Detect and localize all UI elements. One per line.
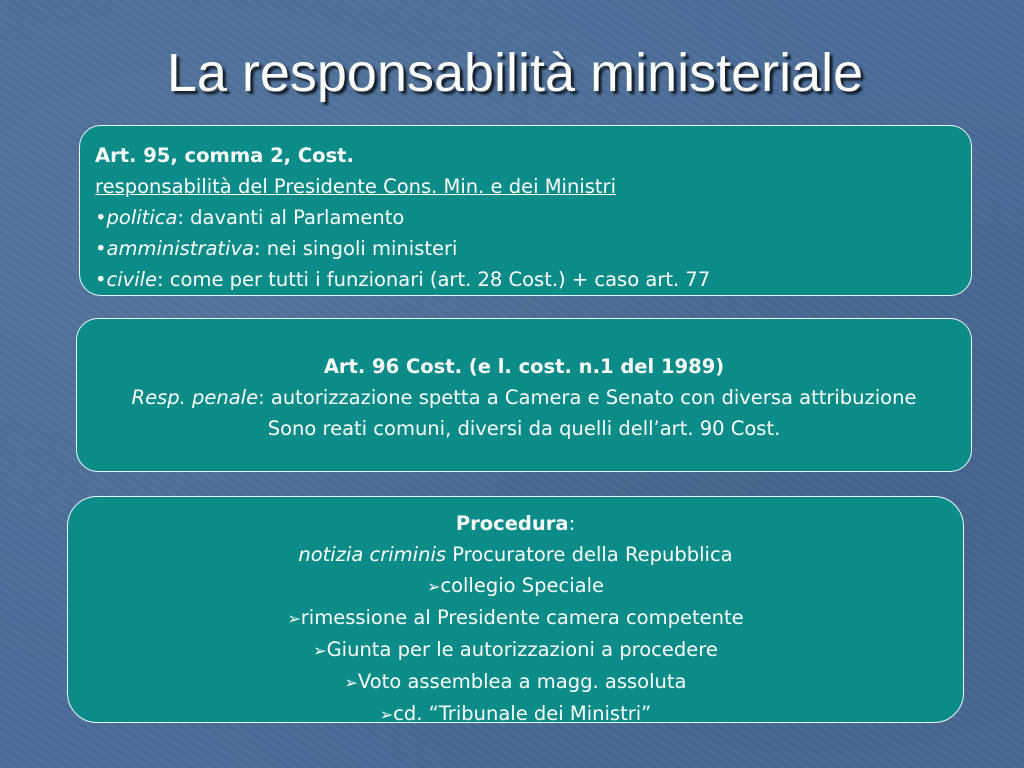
procedure-step: [68, 634, 963, 666]
procedura-heading: [68, 508, 963, 539]
bullet-text: : nei singoli ministeri: [253, 237, 458, 260]
arrow-bullet-icon: ➢: [379, 705, 394, 724]
procedure-step: [68, 666, 963, 698]
notizia-criminis-term: notizia criminis: [298, 543, 447, 566]
bullet-text: : come per tutti i funzionari (art. 28 Cost.) + caso art. 77: [157, 268, 711, 291]
art96-heading: Art. 96 Cost. (e l. cost. n.1 del 1989): [323, 355, 725, 378]
bullet-term: politica: [106, 206, 178, 229]
art95-subheading: responsabilità del Presidente Cons. Min. e dei Ministri: [95, 175, 616, 198]
resp-penale-term: Resp. penale: [131, 386, 259, 409]
art96-box: [76, 318, 972, 472]
arrow-bullet-icon: ➢: [313, 641, 327, 660]
arrow-bullet-icon: ➢: [426, 577, 441, 596]
notizia-criminis-line: [68, 539, 963, 570]
bullet-icon: •: [95, 206, 107, 229]
bullet-item-amministrativa: [95, 233, 955, 264]
bullet-item-politica: [95, 202, 955, 233]
resp-penale-text: : autorizzazione spetta a Camera e Senato con diversa attribuzione: [258, 386, 917, 409]
arrow-bullet-icon: ➢: [344, 673, 358, 692]
step-text: Giunta per le autorizzazioni a procedere: [326, 638, 718, 661]
step-text: rimessione al Presidente camera competente: [300, 606, 744, 629]
procedure-step: [68, 570, 963, 602]
procedura-title: Procedura: [455, 512, 569, 535]
notizia-criminis-text: Procuratore della Repubblica: [446, 543, 733, 566]
procedura-box: [67, 496, 964, 723]
arrow-bullet-icon: ➢: [287, 609, 301, 628]
slide-title: La responsabilità ministeriale: [166, 43, 864, 103]
art95-heading: Art. 95, comma 2, Cost.: [95, 144, 354, 167]
procedure-step: [68, 698, 963, 730]
resp-penale-line: [77, 382, 971, 413]
bullet-item-civile: [95, 264, 955, 295]
procedure-step: [68, 602, 963, 634]
reati-comuni-line: Sono reati comuni, diversi da quelli dell’art. 90 Cost.: [267, 417, 781, 440]
step-text: cd. “Tribunale dei Ministri”: [393, 702, 652, 725]
art95-box: [79, 125, 972, 296]
bullet-text: : davanti al Parlamento: [177, 206, 405, 229]
step-text: Voto assemblea a magg. assoluta: [357, 670, 687, 693]
bullet-term: amministrativa: [106, 237, 254, 260]
bullet-icon: •: [95, 237, 107, 260]
bullet-icon: •: [95, 268, 107, 291]
bullet-term: civile: [106, 268, 158, 291]
procedura-colon: :: [568, 512, 576, 535]
step-text: collegio Speciale: [440, 574, 605, 597]
